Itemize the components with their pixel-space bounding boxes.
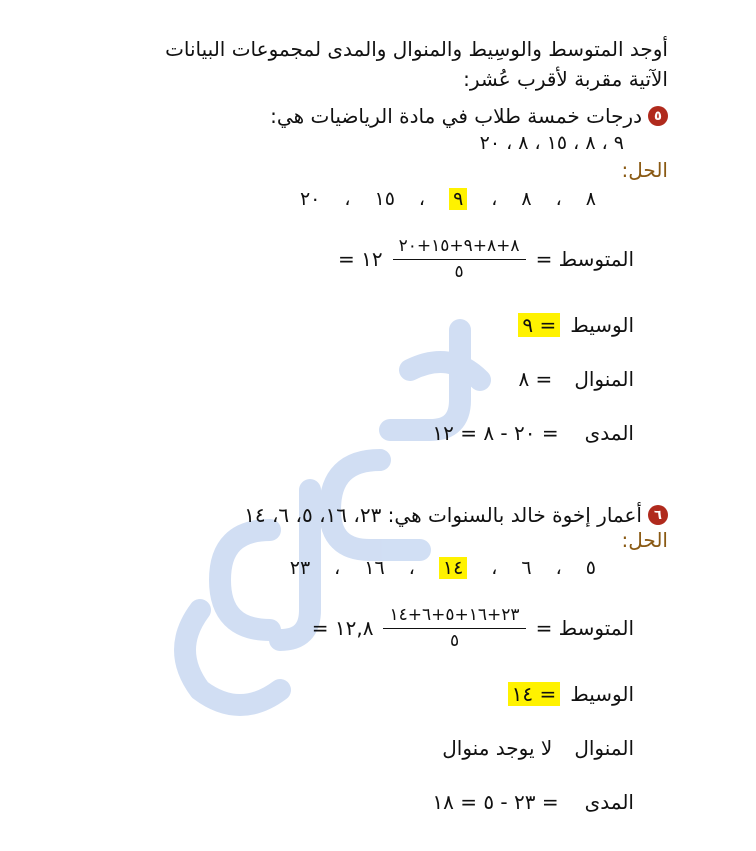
mean-equation <box>312 605 634 651</box>
range-value: = ٢٣ - ٥ = ١٨ <box>432 790 559 814</box>
range-line <box>432 790 634 814</box>
median-line <box>508 682 634 706</box>
question-data: ٩ ، ٨ ، ١٥ ، ٨ ، ٢٠ <box>479 132 624 154</box>
solution-label: الحل: <box>621 528 668 552</box>
mode-label: المنوال <box>574 367 634 391</box>
mode-line <box>442 736 634 760</box>
intro-line-2: الآتية مقربة لأقرب عُشر: <box>463 67 668 91</box>
value: ١٥ <box>374 188 395 210</box>
mode-value: = ٨ <box>518 367 553 391</box>
sorted-values: ٥ ، ٦ ، ١٤ ، ١٦ ، ٢٣ <box>289 557 596 579</box>
range-line <box>432 421 634 445</box>
question-text: أعمار إخوة خالد بالسنوات هي: ٢٣، ١٦، ٥، ٦، ١٤ <box>244 503 642 527</box>
mode-label: المنوال <box>574 736 634 760</box>
value: ١٦ <box>364 557 385 579</box>
question-6 <box>244 503 668 527</box>
value: ٢٠ <box>299 188 321 210</box>
mean-label: المتوسط = <box>535 616 634 640</box>
intro-line-1: أوجد المتوسط والوسِيط والمنوال والمدى لمجموعات البيانات <box>165 37 668 61</box>
median-value: = ١٤ <box>508 682 561 706</box>
value: ٨ <box>585 188 596 210</box>
mean-result: = ١٢ <box>338 247 383 271</box>
mean-label: المتوسط = <box>535 247 634 271</box>
median-label: الوسيط <box>570 313 634 337</box>
median-value: = ٩ <box>518 313 560 337</box>
question-5 <box>270 104 668 128</box>
range-label: المدى <box>584 421 634 445</box>
mean-equation <box>338 236 634 282</box>
sorted-values: ٨ ، ٨ ، ٩ ، ١٥ ، ٢٠ <box>299 188 596 210</box>
mean-result: = ١٢,٨ <box>311 616 374 640</box>
value: ٦ <box>521 557 532 579</box>
value: ٢٣ <box>289 557 311 579</box>
median-highlight: ٩ <box>449 188 467 210</box>
mean-fraction <box>393 236 526 282</box>
range-value: = ٢٠ - ٨ = ١٢ <box>432 421 559 445</box>
fraction-denominator: ٥ <box>449 631 460 651</box>
median-highlight: ١٤ <box>439 557 467 579</box>
mean-fraction <box>383 605 525 651</box>
solution-label: الحل: <box>621 158 668 182</box>
question-number-badge: ٦ <box>648 505 668 525</box>
question-number-badge: ٥ <box>648 106 668 126</box>
median-line <box>518 313 634 337</box>
mode-value: لا يوجد منوال <box>442 736 553 760</box>
question-text: درجات خمسة طلاب في مادة الرياضيات هي: <box>270 104 642 128</box>
value: ٨ <box>521 188 532 210</box>
mode-line <box>518 367 634 391</box>
fraction-denominator: ٥ <box>454 262 464 282</box>
value: ٥ <box>585 557 596 579</box>
fraction-numerator: ٨+٨+٩+١٥+٢٠ <box>393 236 526 260</box>
fraction-numerator: ٢٣+١٦+٥+٦+١٤ <box>383 605 525 629</box>
range-label: المدى <box>584 790 634 814</box>
median-label: الوسيط <box>570 682 634 706</box>
